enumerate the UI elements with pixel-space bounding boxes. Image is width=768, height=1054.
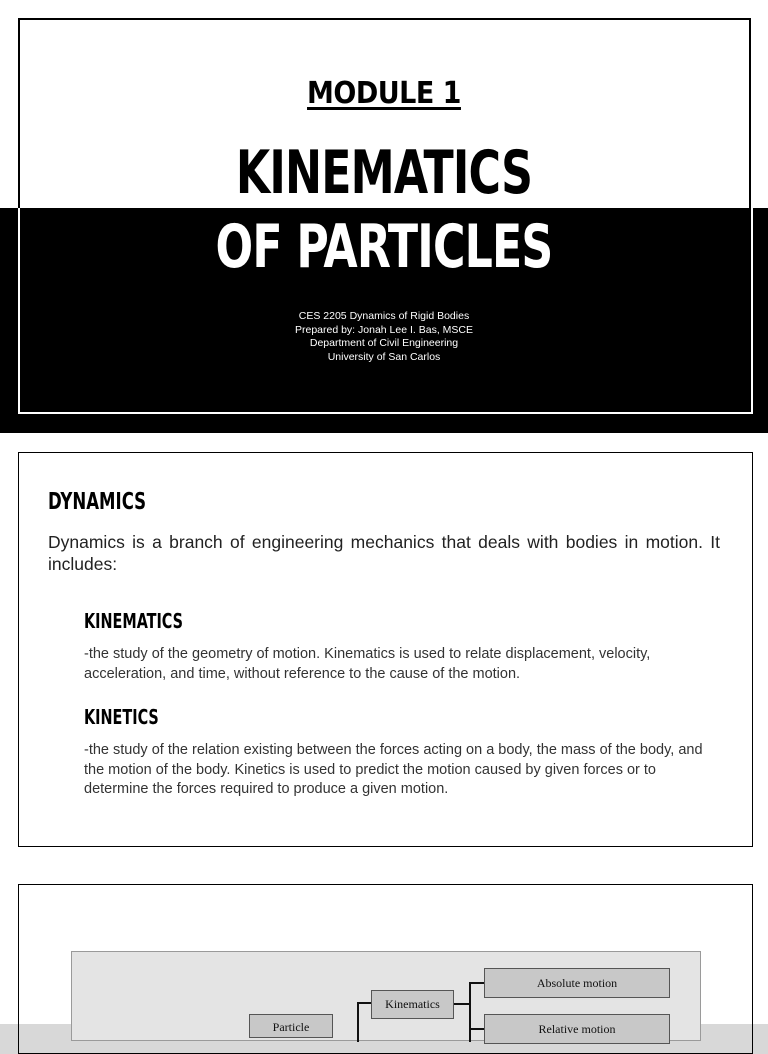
title-slide xyxy=(0,0,768,433)
kinematics-box: Kinematics xyxy=(371,990,454,1019)
relative-motion-box: Relative motion xyxy=(484,1014,670,1044)
diagram-slide xyxy=(0,866,768,1036)
kinetics-heading: KINETICS xyxy=(84,705,159,729)
absolute-motion-box: Absolute motion xyxy=(484,968,670,998)
title-line-1: KINEMATICS xyxy=(235,138,533,208)
kinetics-text: -the study of the relation existing between the forces acting on a body, the mass of the body, and the motion of the body. Kinetics is used to predict the motion caused by given forces or to determine the forces required to produce a given motion. xyxy=(84,742,703,797)
connector-to-relative xyxy=(469,1028,484,1030)
dynamics-intro: Dynamics is a branch of engineering mechanics that deals with bodies in motion. It includes: xyxy=(48,532,720,574)
kinematics-text: -the study of the geometry of motion. Kinematics is used to relate displacement, velocity, acceleration, and time, without reference to the cause of the motion. xyxy=(84,646,651,682)
kinematics-heading: KINEMATICS xyxy=(84,609,184,633)
connector-left-vertical xyxy=(357,1002,359,1042)
motion-classification-diagram xyxy=(71,951,701,1041)
connector-kinematics-out xyxy=(454,1003,470,1005)
module-label: MODULE 1 xyxy=(307,76,461,111)
connector-right-vertical xyxy=(469,982,471,1042)
dynamics-slide xyxy=(0,433,768,866)
dynamics-heading: DYNAMICS xyxy=(48,489,147,515)
particle-box: Particle xyxy=(249,1014,333,1038)
connector-left-to-kinematics xyxy=(357,1002,371,1004)
title-line-2: OF PARTICLES xyxy=(215,212,553,282)
credits-block xyxy=(0,310,768,364)
credit-university: University of San Carlos xyxy=(327,350,441,363)
connector-to-absolute xyxy=(469,982,484,984)
credit-department: Department of Civil Engineering xyxy=(309,337,459,349)
credit-course: CES 2205 Dynamics of Rigid Bodies xyxy=(298,310,470,322)
credit-author: Prepared by: Jonah Lee I. Bas, MSCE xyxy=(294,323,473,336)
